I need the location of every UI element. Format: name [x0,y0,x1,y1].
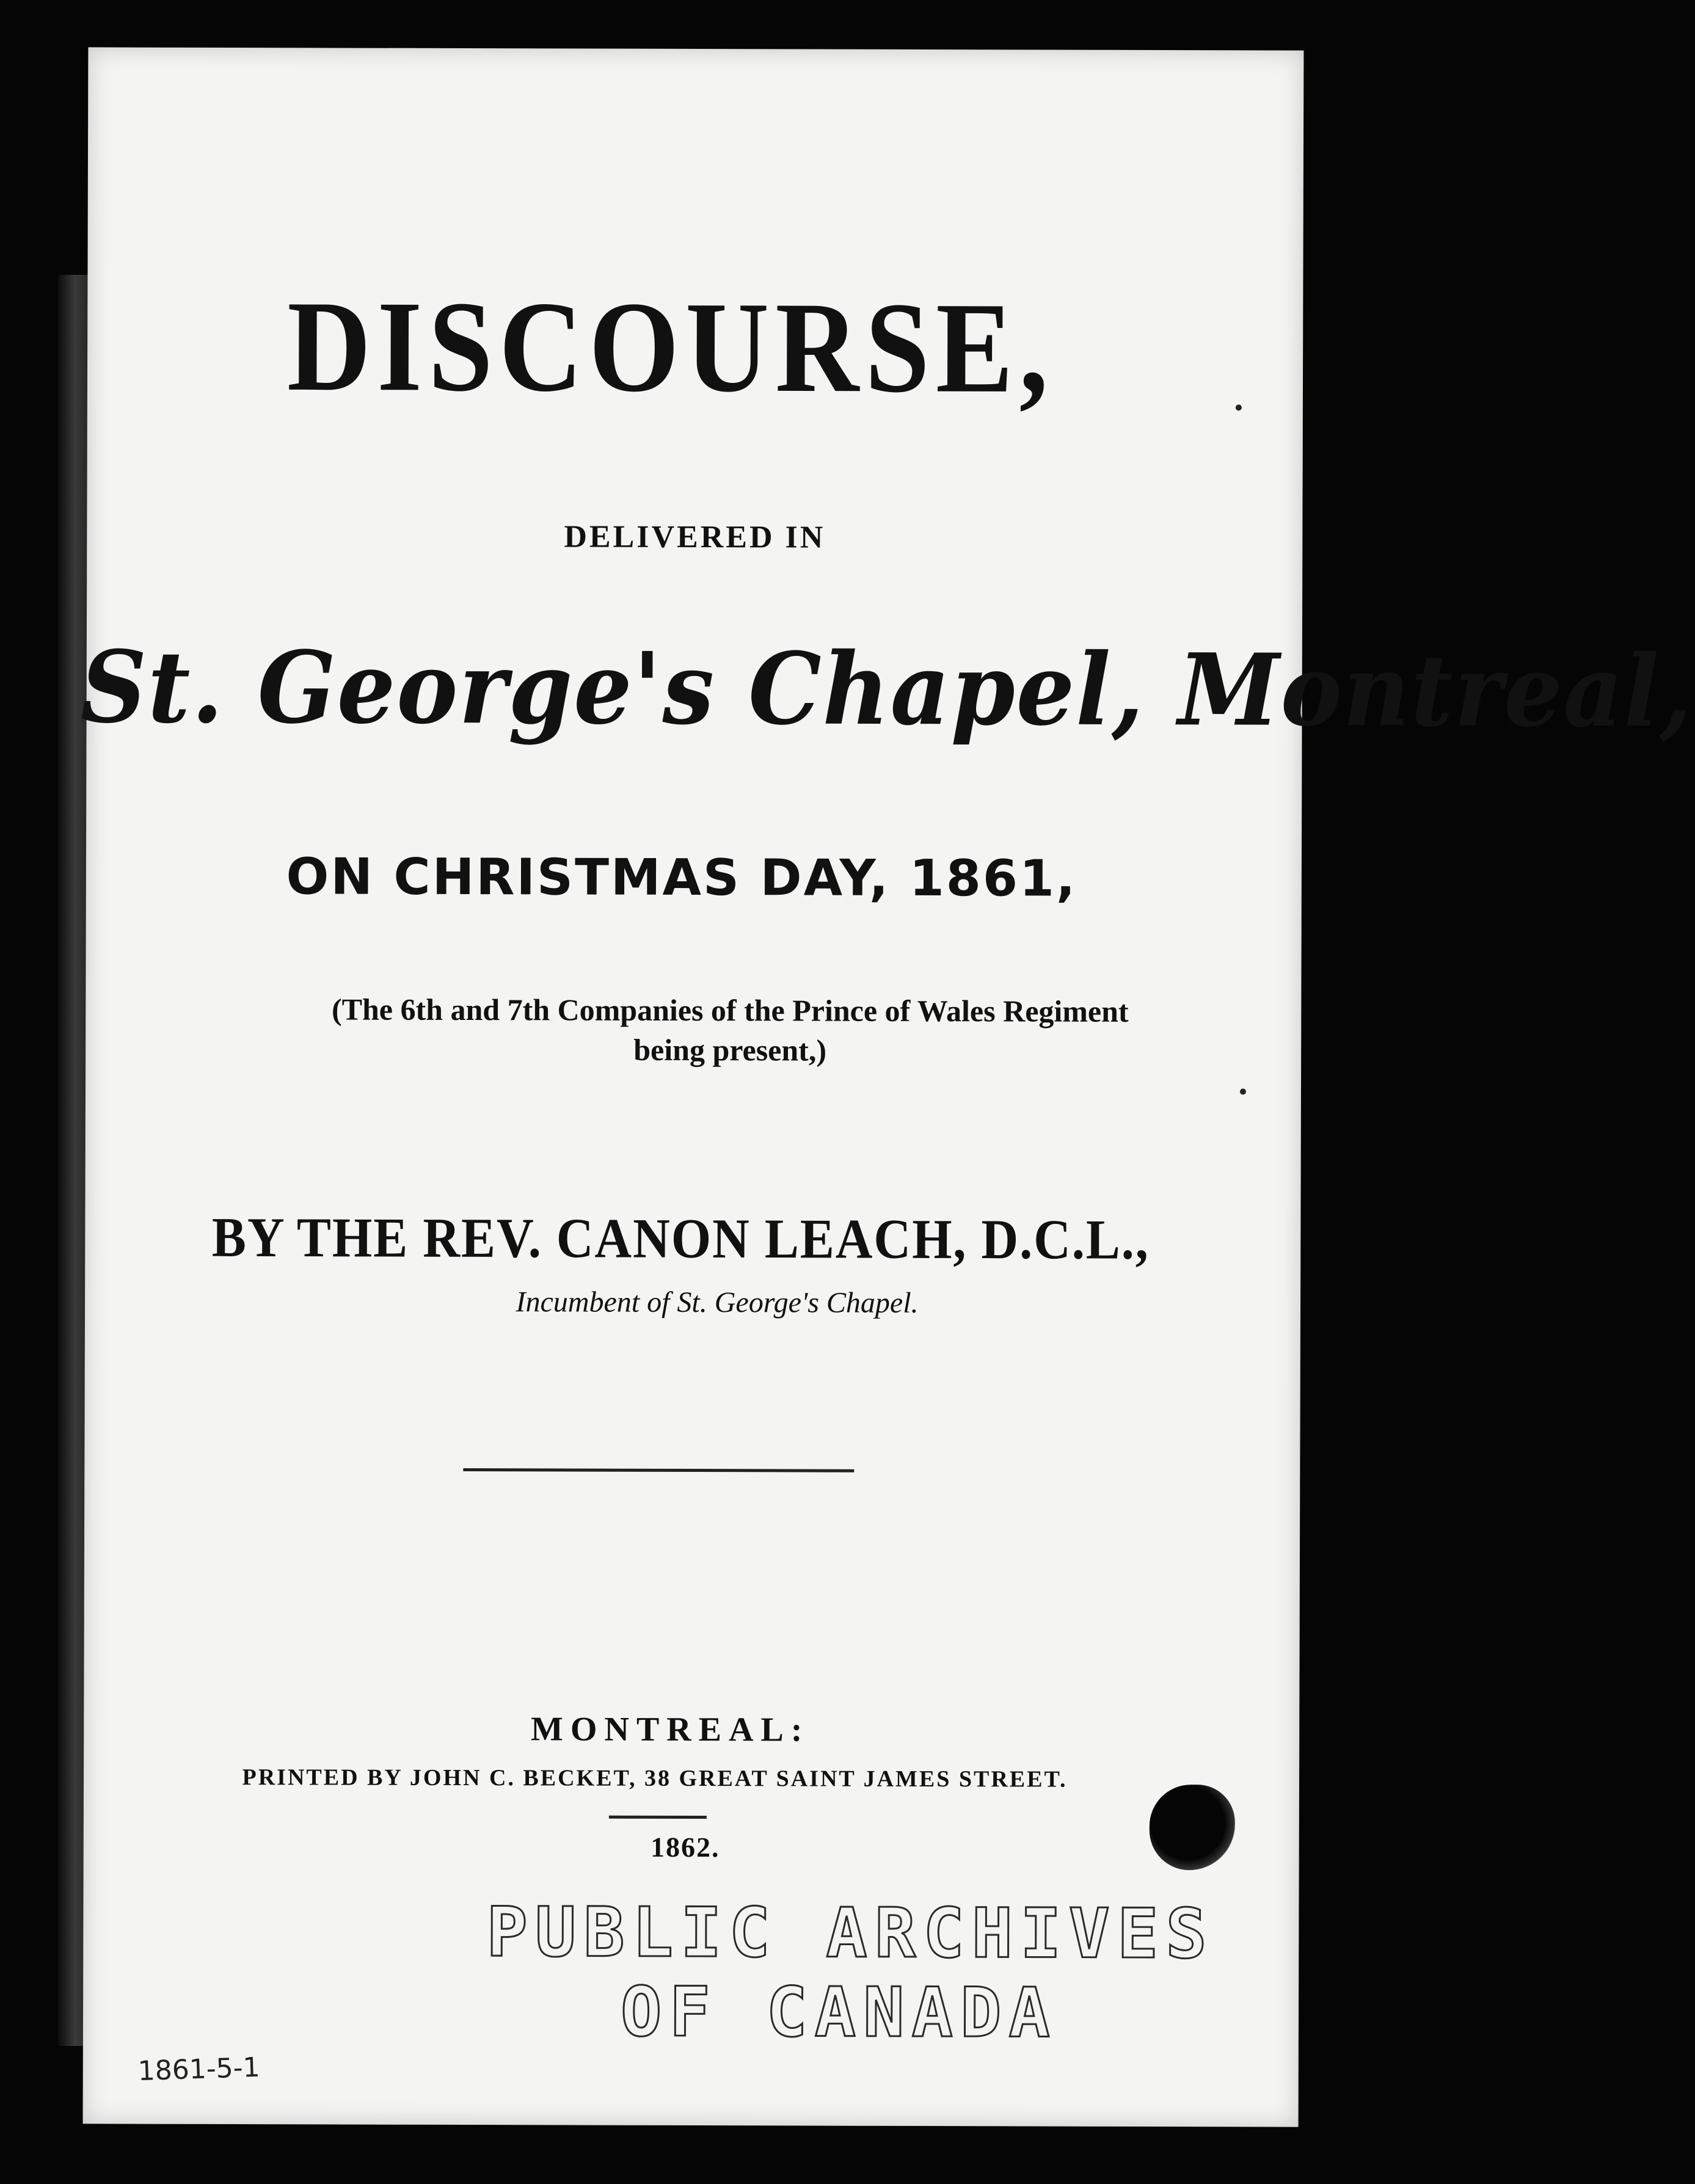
title-page [80,47,1694,2127]
imprint-city: MONTREAL: [530,1710,810,1749]
venue-heading: St. George's Chapel, Montreal, [80,629,1694,750]
author-line: BY THE REV. CANON LEACH, D.C.L., [211,1206,1150,1272]
handwritten-call-number: 1861-5-1 [137,2051,261,2088]
section-divider [463,1468,854,1472]
occasion-date: ON CHRISTMAS DAY, 1861, [286,848,1077,908]
occasion-note-line-1: (The 6th and 7th Companies of the Prince of Wales Regiment [331,992,1129,1028]
imprint-year: 1862. [650,1831,720,1863]
archive-stamp-line-2: OF CANADA [620,1972,1058,2053]
paper-speck [1240,1088,1246,1094]
author-role: Incumbent of St. George's Chapel. [516,1286,919,1319]
imprint-divider [609,1816,707,1819]
delivered-in-label: DELIVERED IN [564,519,826,555]
imprint-printer: PRINTED BY JOHN C. BECKET, 38 GREAT SAINT JAMES STREET. [242,1764,1068,1793]
occasion-note-line-2: being present,) [633,1032,827,1068]
archive-stamp-line-1: PUBLIC ARCHIVES [486,1893,1214,1975]
document-title: DISCOURSE, [286,274,1055,421]
paper-speck [1236,404,1242,410]
